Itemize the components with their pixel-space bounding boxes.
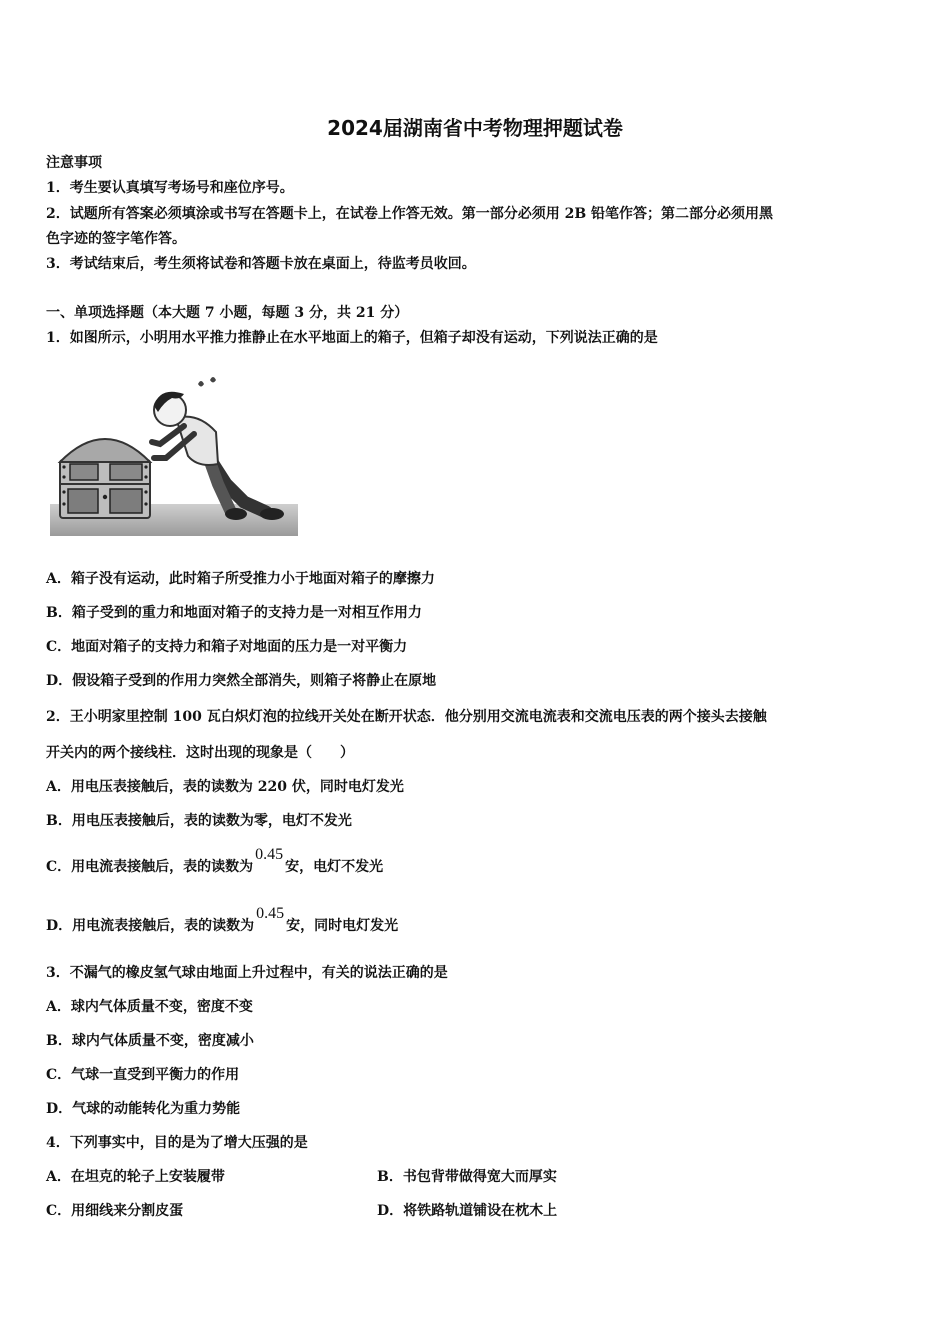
q2-option-c bbox=[46, 846, 384, 876]
notice-item-2: 2．试题所有答案必须填涂或书写在答题卡上，在试卷上作答无效。第一部分必须用 2B 铅笔作答；第二部分必须用黑 bbox=[46, 206, 774, 222]
q4-stem: 4．下列事实中，目的是为了增大压强的是 bbox=[46, 1135, 308, 1151]
q4-option-d: D．将铁路轨道铺设在枕木上 bbox=[377, 1203, 558, 1219]
q4-option-c: C．用细线来分割皮蛋 bbox=[46, 1203, 184, 1219]
q2-option-c-unit: 安，电灯不发光 bbox=[285, 859, 384, 875]
notice-item-3: 3．考试结束后，考生须将试卷和答题卡放在桌面上，待监考员收回。 bbox=[46, 256, 476, 272]
q1-stem: 1．如图所示，小明用水平推力推静止在水平地面上的箱子，但箱子却没有运动，下列说法正确的是 bbox=[46, 330, 658, 346]
q3-stem: 3．不漏气的橡皮氢气球由地面上升过程中，有关的说法正确的是 bbox=[46, 965, 448, 981]
q1-option-a: A．箱子没有运动，此时箱子所受推力小于地面对箱子的摩擦力 bbox=[46, 571, 435, 587]
section-heading: 一、单项选择题（本大题 7 小题，每题 3 分，共 21 分） bbox=[46, 305, 409, 321]
q3-option-d: D．气球的动能转化为重力势能 bbox=[46, 1101, 241, 1117]
q2-option-d bbox=[46, 905, 399, 935]
q2-stem-line1: 2．王小明家里控制 100 瓦白炽灯泡的拉线开关处在断开状态．他分别用交流电流表和交流电压表的两个接头去接触 bbox=[46, 709, 767, 725]
q3-option-b: B．球内气体质量不变，密度减小 bbox=[46, 1033, 254, 1049]
q1-option-d: D．假设箱子受到的作用力突然全部消失，则箱子将静止在原地 bbox=[46, 673, 437, 689]
q2-option-c-value: 0.45 bbox=[255, 846, 284, 863]
boy-pushing-box-illustration bbox=[48, 372, 300, 540]
q1-option-c: C．地面对箱子的支持力和箱子对地面的压力是一对平衡力 bbox=[46, 639, 408, 655]
q2-option-d-unit: 安，同时电灯发光 bbox=[286, 918, 399, 934]
q2-option-d-value: 0.45 bbox=[256, 905, 285, 922]
q2-stem-line2: 开关内的两个接线柱．这时出现的现象是（ ） bbox=[46, 745, 354, 761]
q2-option-a: A．用电压表接触后，表的读数为 220 伏，同时电灯发光 bbox=[46, 779, 404, 795]
q4-option-a: A．在坦克的轮子上安装履带 bbox=[46, 1169, 225, 1185]
q3-option-c: C．气球一直受到平衡力的作用 bbox=[46, 1067, 240, 1083]
page-title: 2024届湖南省中考物理押题试卷 bbox=[327, 116, 623, 140]
q1-option-b: B．箱子受到的重力和地面对箱子的支持力是一对相互作用力 bbox=[46, 605, 422, 621]
notice-item-1: 1．考生要认真填写考场号和座位序号。 bbox=[46, 180, 294, 196]
notice-heading: 注意事项 bbox=[46, 155, 102, 171]
q2-option-b: B．用电压表接触后，表的读数为零，电灯不发光 bbox=[46, 813, 352, 829]
q3-option-a: A．球内气体质量不变，密度不变 bbox=[46, 999, 253, 1015]
q2-option-d-text: D．用电流表接触后，表的读数为 bbox=[46, 918, 255, 934]
notice-item-2-cont: 色字迹的签字笔作答。 bbox=[46, 231, 186, 247]
chest-lid bbox=[60, 439, 150, 462]
q2-option-c-text: C．用电流表接触后，表的读数为 bbox=[46, 859, 254, 875]
q4-option-b: B．书包背带做得宽大而厚实 bbox=[377, 1169, 557, 1185]
